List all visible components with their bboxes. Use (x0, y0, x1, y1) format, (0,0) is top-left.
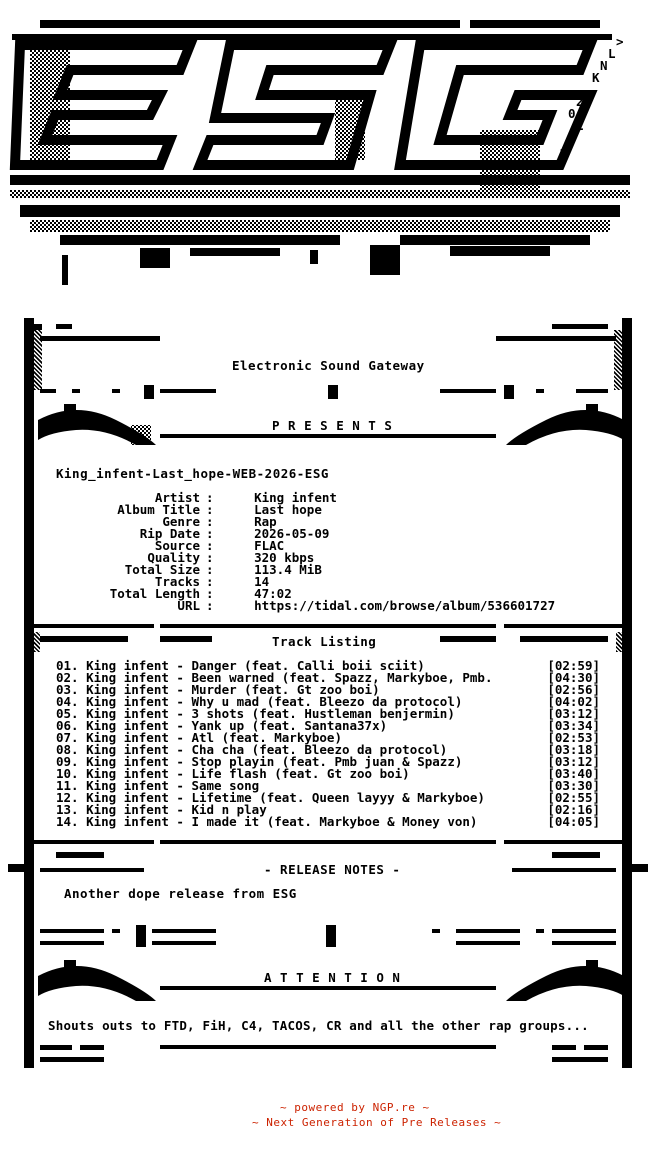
field-value: 2026-05-09 (254, 526, 330, 541)
field-value: Rap (254, 514, 277, 529)
track-row: 11. King infent - Same song [03:30] (56, 778, 600, 793)
logo-letter: 6 (568, 130, 577, 145)
ornament-right (496, 400, 626, 450)
track-row: 01. King infent - Danger (feat. Calli boii sciit) [02:59] (56, 658, 600, 673)
field-value: 320 kbps (254, 550, 315, 565)
esg-logo (0, 0, 656, 300)
notes-heading: - RELEASE NOTES - (264, 862, 401, 877)
track-row: 04. King infent - Why u mad (feat. Bleezo da protocol) [04:02] (56, 694, 600, 709)
track-row: 02. King infent - Been warned (feat. Spazz, Markyboe, Pmb. [04:30] (56, 670, 600, 685)
notes-text: Another dope release from ESG (64, 886, 297, 901)
field-key: Source (154, 538, 200, 553)
logo-letter: 1 (576, 118, 585, 133)
track-row: 14. King infent - I made it (feat. Markyboe & Money von) [04:05] (56, 814, 600, 829)
release-name: King_infent-Last_hope-WEB-2026-ESG (56, 466, 329, 481)
field-key: Total Size (124, 562, 200, 577)
field-key: Quality (147, 550, 200, 565)
group-name: Electronic Sound Gateway (232, 358, 425, 373)
logo-letter: > (616, 34, 625, 49)
field-key: Tracks (154, 574, 200, 589)
release-info: Artist Album Title Genre Rip Date Source Quality Total Size Tracks Total Length URL : : : : : : : : : : King infent Last hope Rap 2026-05-09 FLAC 320 kbps 113.4 MiB 14 47:02 https://tidal.com/browse/album/536601727 (109, 490, 556, 613)
field-key: URL (177, 598, 200, 613)
field-key: Album Title (117, 502, 200, 517)
field-key: Total Length (109, 586, 200, 601)
footer-tagline: ~ Next Generation of Pre Releases ~ (252, 1116, 502, 1129)
track-row: 13. King infent - Kid n play [02:16] (56, 802, 600, 817)
field-value: King infent (254, 490, 337, 505)
field-key: Artist (154, 490, 200, 505)
presents-heading: P R E S E N T S (272, 418, 393, 433)
field-key: Rip Date (139, 526, 200, 541)
field-key: Genre (162, 514, 200, 529)
track-row: 07. King infent - Atl (feat. Markyboe) [02:53] (56, 730, 600, 745)
ornament-left (36, 400, 166, 450)
track-row: 09. King infent - Stop playin (feat. Pmb juan & Spazz) [03:12] (56, 754, 600, 769)
track-row: 10. King infent - Life flash (feat. Gt zoo boi) [03:40] (56, 766, 600, 781)
logo-letter: N (600, 58, 609, 73)
url-link[interactable]: https://tidal.com/browse/album/536601727 (254, 598, 556, 613)
field-value: FLAC (254, 538, 285, 553)
track-row: 05. King infent - 3 shots (feat. Hustleman benjermin) [03:12] (56, 706, 600, 721)
logo-letter: 2 (576, 94, 585, 109)
field-value: 113.4 MiB (254, 562, 322, 577)
field-value: 47:02 (254, 586, 292, 601)
footer-powered-by: ~ powered by NGP.re ~ (280, 1101, 430, 1114)
tracklist-heading: Track Listing (272, 634, 377, 649)
field-value: 14 (254, 574, 270, 589)
ornament-left (36, 956, 166, 1006)
logo-letter: L (608, 46, 617, 61)
logo-letter: < (560, 142, 569, 157)
logo-letter: K (592, 70, 601, 85)
track-row: 03. King infent - Murder (feat. Gt zoo boi) [02:56] (56, 682, 600, 697)
attention-text: Shouts outs to FTD, FiH, C4, TACOS, CR and all the other rap groups... (48, 1018, 589, 1033)
track-row: 08. King infent - Cha cha (feat. Bleezo da protocol) [03:18] (56, 742, 600, 757)
track-row: 06. King infent - Yank up (feat. Santana37x) [03:34] (56, 718, 600, 733)
track-row: 12. King infent - Lifetime (feat. Queen layyy & Markyboe) [02:55] (56, 790, 600, 805)
ornament-right (496, 956, 626, 1006)
field-value: Last hope (254, 502, 322, 517)
attention-heading: A T T E N T I O N (264, 970, 401, 985)
logo-letter: 0 (568, 106, 577, 121)
